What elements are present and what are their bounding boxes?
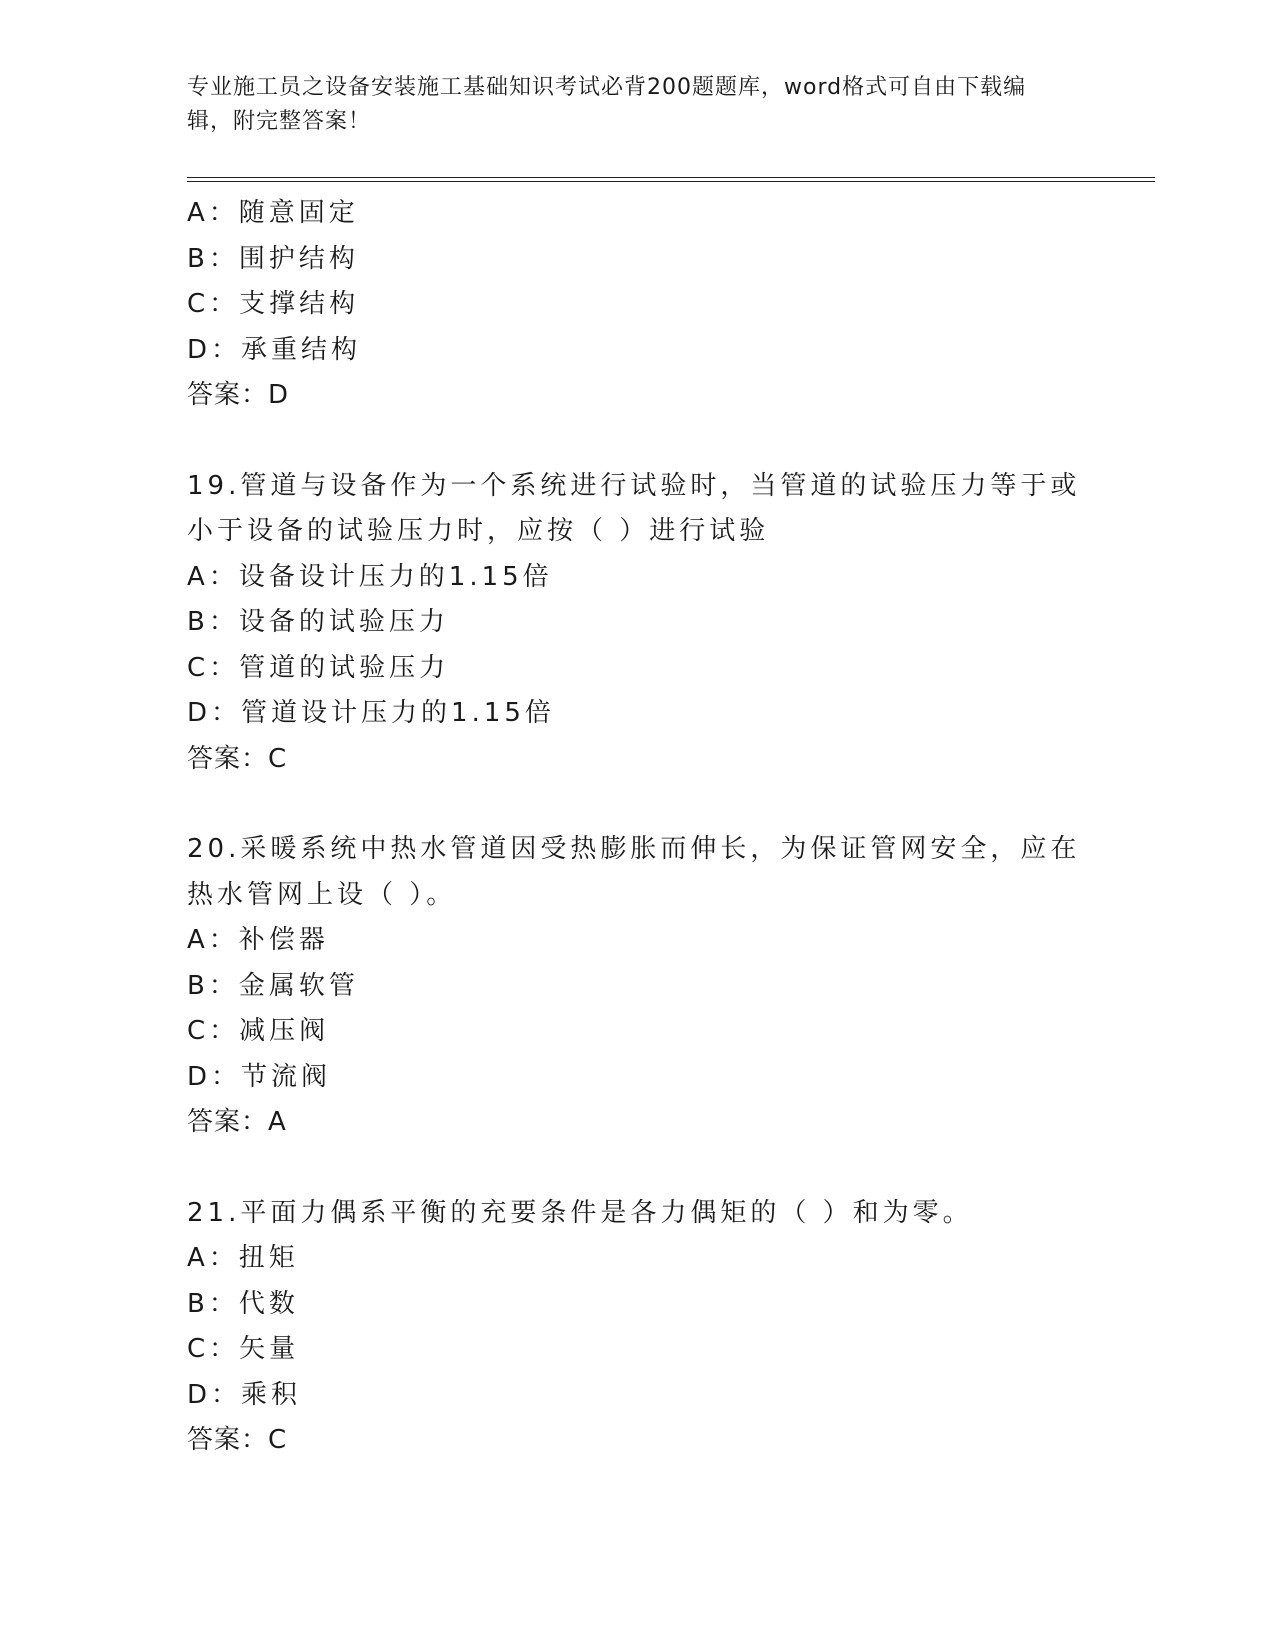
option-d: D：管道设计压力的1.15倍 bbox=[187, 698, 555, 728]
option-a: A：随意固定 bbox=[187, 198, 359, 228]
answer-label: 答案： bbox=[187, 1107, 269, 1137]
option-d: D：节流阀 bbox=[187, 1061, 332, 1092]
answer-value: D bbox=[268, 380, 290, 410]
question-list bbox=[187, 191, 1087, 1464]
header-double-rule bbox=[187, 177, 1155, 182]
answer-label: 答案： bbox=[187, 743, 269, 774]
answer-label: 答案： bbox=[187, 380, 269, 410]
option-a: A：补偿器 bbox=[187, 925, 329, 955]
answer-line bbox=[187, 1418, 1087, 1464]
spacer bbox=[187, 782, 1087, 827]
answer-line bbox=[187, 737, 1087, 783]
option-b: B：金属软管 bbox=[187, 970, 359, 1001]
option-d: D：承重结构 bbox=[187, 334, 362, 365]
option-b: B：代数 bbox=[187, 1288, 299, 1319]
answer-label: 答案： bbox=[187, 1425, 269, 1455]
question-20 bbox=[187, 827, 1087, 1146]
option-b: B：设备的试验压力 bbox=[187, 607, 449, 637]
option-b: B：围护结构 bbox=[187, 243, 359, 274]
spacer bbox=[187, 419, 1087, 464]
option-c: C：减压阀 bbox=[187, 1016, 330, 1046]
option-c: C：矢量 bbox=[187, 1334, 300, 1364]
question-stem: 21.平面力偶系平衡的充要条件是各力偶矩的（ ）和为零。 bbox=[187, 1197, 973, 1228]
answer-value: C bbox=[268, 743, 288, 774]
option-d: D：乘积 bbox=[187, 1379, 302, 1410]
question-stem: 19.管道与设备作为一个系统进行试验时，当管道的试验压力等于或小于设备的试验压力时，应按（ ）进行试验 bbox=[187, 470, 1081, 546]
answer-line bbox=[187, 1100, 1087, 1146]
option-a: A：扭矩 bbox=[187, 1243, 299, 1273]
option-a: A：设备设计压力的1.15倍 bbox=[187, 561, 553, 592]
question-19 bbox=[187, 464, 1087, 783]
answer-value: A bbox=[268, 1107, 287, 1137]
spacer bbox=[187, 1146, 1087, 1191]
question-21 bbox=[187, 1191, 1087, 1464]
answer-line bbox=[187, 373, 1087, 419]
option-c: C：支撑结构 bbox=[187, 289, 360, 319]
question-18-continued bbox=[187, 191, 1087, 419]
answer-value: C bbox=[268, 1425, 288, 1455]
question-stem: 20.采暖系统中热水管道因受热膨胀而伸长，为保证管网安全，应在热水管网上设（ ）。 bbox=[187, 834, 1081, 910]
option-c: C：管道的试验压力 bbox=[187, 652, 450, 683]
document-header-title: 专业施工员之设备安装施工基础知识考试必背200题题库，word格式可自由下载编辑，附完整答案！ bbox=[187, 75, 1027, 134]
